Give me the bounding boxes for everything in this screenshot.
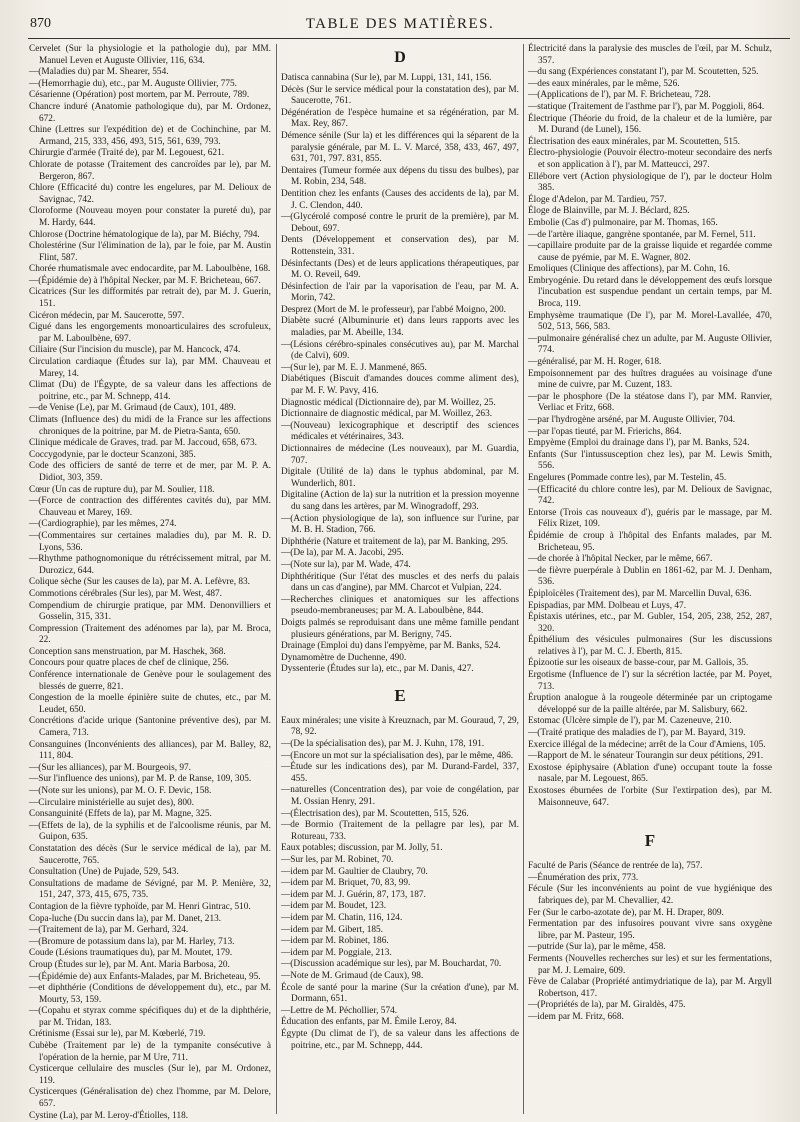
index-entry: Chorée rhumatismale avec endocardite, par M. Laboulbène, 168. (29, 264, 271, 275)
index-entry: Cholestérine (Sur l'élimination de la), par le foie, par M. Austin Flint, 587. (29, 241, 271, 263)
index-entry: Climat (Du) de l'Égypte, de sa valeur dans les affections de poitrine, etc., par M. Schnepp, 414. (29, 380, 271, 402)
index-entry: Chirurgie d'armée (Traité de), par M. Legouest, 621. (29, 148, 225, 159)
index-entry: —Circulaire ministérielle au sujet des), 800. (29, 797, 194, 808)
index-entry: Cicéron médecin, par M. Saucerotte, 597. (29, 310, 185, 321)
index-entry: Code des officiers de santé de terre et de mer, par M. P. A. Didiot, 303, 359. (29, 461, 271, 483)
index-entry: Épiploïcèles (Traitement des), par M. Marcellin Duval, 636. (528, 588, 752, 599)
index-entry: Dentition chez les enfants (Causes des accidents de la), par M. J. C. Clendon, 440. (281, 188, 519, 211)
index-entry: École de santé pour la marine (Sur la création d'une), par M. Dormann, 651. (281, 982, 519, 1005)
index-entry: —(Efficacité du chlore contre les), par M. Delioux de Savignac, 742. (528, 484, 772, 507)
index-entry: Chlore (Efficacité du) contre les engelures, par M. Delioux de Savignac, 742. (29, 183, 271, 205)
index-entry: —capillaire produite par de la graisse liquide et regardée comme cause de pyémie, par M. E. Wagner, 802. (528, 241, 772, 263)
index-entry: —(Encore un mot sur la spécialisation des), par le même, 486. (281, 750, 514, 761)
index-entry: Chancre induré (Anatomie pathologique du), par M. Ordonez, 672. (29, 101, 271, 124)
index-entry: —(Copahu et styrax comme spécifiques du) et de la diphthérie, par M. Tridan, 183. (29, 1006, 271, 1028)
index-entry: —(Nouveau) lexicographique et descriptif des sciences médicales et vétérinaires, 343. (281, 420, 519, 443)
index-entry: Électrique (Théorie du froid, de la chaleur et de la lumière, par M. Durand (de Lunel), 156. (528, 113, 772, 136)
index-entry: Cysticerques (Généralisation de) chez l'homme, par M. Delore, 657. (29, 1087, 271, 1110)
index-entry: Épizootie sur les oiseaux de basse-cour, par M. Gallois, 35. (528, 658, 749, 669)
index-entry: —idem par M. Chatin, 116, 124. (281, 912, 403, 923)
index-entry: Diphthéritique (Sur l'état des muscles et des nerfs du palais dans un cas d'angine), par MM. Charcot et Vulpian, 224. (281, 571, 519, 594)
index-entry: —(Sur les alliances), par M. Bourgeois, 97. (29, 762, 191, 773)
index-entry: —(Note sur les unions), par M. O. F. Devic, 158. (29, 786, 212, 796)
index-entry: Dentaires (Tumeur formée aux dépens du tissu des bulbes), par M. Robin, 234, 548. (281, 165, 519, 188)
index-entry: —(De la), par M. A. Jacobi, 295. (281, 548, 404, 559)
index-entry: Ferments (Nouvelles recherches sur les) et sur les fermentations, par M. J. Lemaire, 609. (528, 953, 772, 976)
index-entry: Compendium de chirurgie pratique, par MM. Denonvilliers et Gosselin, 315, 331. (29, 600, 271, 623)
index-entry: Épithélium des vésicules pulmonaires (Sur les discussions relatives à l'), par M. C. J. Eberth, 815. (528, 635, 772, 657)
index-entry: —(Électrisation des), par M. Scoutetten, 515, 526. (281, 808, 469, 819)
index-entry: Dyssenterie (Études sur la), etc., par M. Danis, 427. (281, 664, 474, 675)
index-entry: Cervelet (Sur la physiologie et la pathologie du), par MM. Manuel Leven et Auguste Ollivier, 116, 634. (29, 44, 271, 66)
index-column-2 (281, 44, 519, 1052)
index-entry: —(Glycérolé composé contre le prurit de la première), par M. Debout, 697. (281, 212, 519, 234)
index-entry: —de chorée à l'hôpital Necker, par le même, 667. (528, 554, 713, 565)
index-entry: Contagion de la fièvre typhoïde, par M. Henri Gintrac, 510. (29, 901, 251, 912)
index-entry: —Rhythme pathognomonique du rétrécissement mitral, par M. Durozicz, 644. (29, 554, 271, 576)
header-rule (28, 38, 790, 39)
index-entry: Électrisation des eaux minérales, par M. Scoutetten, 515. (528, 136, 740, 147)
section-letter: D (394, 49, 406, 66)
index-entry: Embolie (Cas d') pulmonaire, par M. Thomas, 165. (528, 217, 718, 228)
index-entry: Démence sénile (Sur la) et les différences qui la séparent de la paralysie générale, par M. L. V. Marcé, 358, 433, 467, 497, 631, 701, 797. 831, 855. (281, 130, 519, 165)
index-entry: Colique sèche (Sur les causes de la), par M. A. Lefèvre, 83. (29, 577, 250, 588)
index-entry: Fécule (Sur les inconvénients au point de vue hygiénique des fabriques de), par M. Chevallier, 42. (528, 884, 772, 906)
index-entry: —généralisé, par M. H. Roger, 618. (528, 357, 662, 368)
index-entry: Constatation des décès (Sur le service médical de la), par M. Saucerotte, 765. (29, 843, 271, 866)
index-entry: —par le phosphore (De la stéatose dans l'), par MM. Ranvier, Verliac et Fritz, 668. (528, 391, 772, 414)
index-entry: Copa-luche (Du succin dans la), par M. Danet, 213. (29, 913, 222, 924)
index-entry: Epispadias, par MM. Dolbeau et Luys, 47. (528, 600, 687, 611)
index-entry: Égypte (Du climat de l'), de sa valeur dans les affections de poitrine, etc., par M. Schnepp, 444. (281, 1028, 519, 1051)
index-column-3 (528, 44, 772, 1024)
index-entry: —idem par M. Briquet, 70, 83, 99. (281, 878, 411, 889)
index-entry: —(Note sur la), par M. Wade, 474. (281, 559, 411, 570)
index-entry: Diabète sucré (Albuminurie et) dans leurs rapports avec les maladies, par M. Abeille, 134. (281, 316, 519, 339)
index-entry: Digitaline (Action de la) sur la nutrition et la pression moyenne du sang dans les artères, par M. Winogradoff, 293. (281, 490, 519, 512)
index-entry: —Énumération des prix, 773. (528, 872, 639, 883)
index-entry: Eaux potables; discussion, par M. Jolly, 51. (281, 843, 443, 854)
index-entry: Dictionnaire de diagnostic médical, par M. Woillez, 263. (281, 409, 493, 420)
index-entry: Congestion de la moelle épinière suite de chutes, etc., par M. Leudet, 650. (29, 693, 271, 715)
index-entry: —(Traité pratique des maladies de l'), par M. Bayard, 319. (528, 728, 746, 739)
index-entry: —idem par M. Gaultier de Claubry, 70. (281, 866, 428, 877)
index-entry: Cigué dans les engorgements monoarticulaires des scrofuleux, par M. Laboulbène, 697. (29, 322, 271, 344)
index-entry: —idem par M. Robinet, 186. (281, 936, 389, 947)
index-entry: —Étude sur les indications des), par M. Durand-Fardel, 337, 455. (281, 762, 519, 784)
index-entry: —(Action physiologique de la), son influence sur l'urine, par M. B. H. Stadion, 766. (281, 513, 519, 536)
index-entry: —idem par M. Gibert, 185. (281, 924, 383, 935)
index-entry: Coude (Lésions traumatiques du), par M. Moutet, 179. (29, 948, 233, 959)
index-entry: Doigts palmés se reproduisant dans une même famille pendant plusieurs générations, par M. Berigny, 745. (281, 617, 519, 640)
index-entry: —des eaux minérales, par le même, 526. (528, 78, 680, 89)
index-entry: Désinfectants (Des) et de leurs applications thérapeutiques, par M. O. Reveil, 649. (281, 258, 519, 281)
index-entry: Conception sans menstruation, par M. Haschek, 368. (29, 646, 226, 657)
index-entry: Fève de Calabar (Propriété antimydriatique de la), par M. Argyll Robertson, 417. (528, 977, 772, 999)
index-entry: Consultations de madame de Sévigné, par M. P. Menière, 32, 151, 247, 373, 415, 675, 735. (29, 878, 271, 901)
index-entry: —(Bromure de potassium dans la), par M. Harley, 713. (29, 936, 235, 947)
index-entry: Cloroforme (Nouveau moyen pour constater la pureté du), par M. Hardy, 644. (29, 206, 271, 228)
index-entry: Eaux minérales; une visite à Kreuznach, par M. Gouraud, 7, 29, 78, 92. (281, 715, 519, 738)
index-entry: Éloge de Blainville, par M. J. Béclard, 825. (528, 206, 690, 217)
index-entry: Exostoses éburnées de l'orbite (Sur l'extirpation des), par M. Maisonneuve, 647. (528, 786, 772, 808)
index-entry: Exercice illégal de la médecine; arrêt de la Cour d'Amiens, 105. (528, 739, 766, 750)
index-entry: Dégénération de l'espèce humaine et sa régénération, par M. Max. Rey, 867. (281, 107, 519, 130)
index-entry: Désinfection de l'air par la vaporisation de l'eau, par M. A. Morin, 742. (281, 281, 519, 304)
index-entry: —de Bormio (Traitement de la pellagre par les), par M. Rotureau, 733. (281, 820, 519, 842)
section-gap (528, 809, 772, 821)
index-entry: —(Applications de l'), par M. F. Bricheteau, 728. (528, 90, 711, 101)
index-entry: —putride (Sur la), par le même, 458. (528, 942, 666, 953)
index-entry: Climats (Influence des) du midi de la France sur les affections chroniques de la poitrine, par M. de Pietra-Santa, 650. (29, 415, 271, 437)
index-entry: Ellébore vert (Action physiologique de l'), par le docteur Holm 385. (528, 171, 772, 194)
index-entry: Empyème (Emploi du drainage dans l'), par M. Banks, 524. (528, 438, 750, 449)
index-entry: Fer (Sur le carbo-azotate de), par M. H. Draper, 809. (528, 907, 724, 918)
index-entry: Épidémie de croup à l'hôpital des Enfants malades, par M. Bricheteau, 95. (528, 530, 772, 553)
index-entry: Enfants (Sur l'intussusception chez les), par M. Lewis Smith, 556. (528, 449, 772, 472)
index-entry: Circulation cardiaque (Études sur la), par MM. Chauveau et Marey, 14. (29, 357, 271, 379)
index-entry: Cicatrices (Sur les difformités par retrait de), par M. J. Guerin, 151. (29, 287, 271, 310)
index-entry: Empoisonnement par des huîtres draguées au voisinage d'une mine de cuivre, par M. Cuzent, 183. (528, 368, 772, 391)
index-entry: —Rapport de M. le sénateur Tourangin sur deux pétitions, 291. (528, 751, 764, 762)
index-entry: Digitale (Utilité de la) dans le typhus abdominal, par M. Wunderlich, 801. (281, 467, 519, 489)
index-entry: Exostose épiphysaire (Ablation d'une) occupant toute la fosse nasale, par M. Legouest, 865. (528, 762, 772, 785)
index-entry: Ciliaire (Sur l'incision du muscle), par M. Hancock, 474. (29, 345, 241, 356)
index-entry: Dents (Développement et conservation des), par M. Rottenstein, 331. (281, 235, 519, 257)
index-entry: —de l'artère iliaque, gangrène spontanée, par M. Fernel, 511. (528, 229, 756, 240)
index-entry: —Recherches cliniques et anatomiques sur les affections pseudo-membraneuses; par M. A. Laboulbène, 844. (281, 594, 519, 617)
index-entry: —(Discussion académique sur les), par M. Bouchardat, 70. (281, 959, 502, 970)
index-entry: —(De la spécialisation des), par M. J. Kuhn, 178, 191. (281, 739, 485, 750)
index-entry: Consanguines (Inconvénients des alliances), par M. Balley, 82, 111, 804. (29, 739, 271, 762)
index-entry: —de fièvre puerpérale à Dublin en 1861-62, par M. J. Denham, 536. (528, 565, 772, 588)
index-entry: Diphthérie (Nature et traitement de la), par M. Banking, 295. (281, 536, 508, 547)
index-entry: —idem par M. J. Guérin, 87, 173, 187. (281, 889, 426, 900)
index-entry: —(Force de contraction des différentes cavités du), par MM. Chauveau et Marey, 169. (29, 496, 271, 518)
index-entry: Concours pour quatre places de chef de clinique, 256. (29, 658, 229, 669)
index-entry: —naturelles (Concentration des), par voie de congélation, par M. Ossian Henry, 291. (281, 785, 519, 808)
index-entry: Décès (Sur le service médical pour la constatation des), par M. Saucerotte, 761. (281, 84, 519, 107)
index-entry: —(Épidémie de) aux Enfants-Malades, par M. Bricheteau, 95. (29, 971, 261, 982)
index-entry: —statique (Traitement de l'asthme par l'), par M. Poggioli, 864. (528, 101, 765, 112)
index-entry: —(Hemorrhagie du), etc., par M. Auguste Ollivier, 775. (29, 78, 237, 89)
index-entry: Éducation des enfants, par M. Émile Leroy, 84. (281, 1017, 457, 1028)
index-entry: Crétinisme (Essai sur le), par M. Kœberlé, 719. (29, 1029, 206, 1040)
index-entry: Cysticerque cellulaire des muscles (Sur le), par M. Ordonez, 119. (29, 1064, 271, 1086)
index-entry: Estomac (Ulcère simple de l'), par M. Cazeneuve, 210. (528, 716, 732, 727)
index-entry: Consultation (Une) de Pujade, 529, 543. (29, 867, 179, 878)
index-entry: Électricité dans la paralysie des muscles de l'œil, par M. Schulz, 357. (528, 44, 772, 66)
index-entry: Emphysème traumatique (De l'), par M. Morel-Lavallée, 470, 502, 513, 566, 583. (528, 310, 772, 333)
index-entry: Éruption analogue à la rougeole déterminée par un criptogame développé sur de la paille altérée, par M. Salisbury, 662. (528, 693, 772, 715)
index-entry: Croup (Études sur le), par M. Ant. Maria Barbosa, 20. (29, 959, 230, 970)
index-entry: Faculté de Paris (Séance de rentrée de la), 757. (528, 861, 703, 872)
index-entry: Drainage (Emploi du) dans l'empyème, par M. Banks, 524. (281, 641, 501, 652)
index-entry: —idem par M. Poggiale, 213. (281, 947, 392, 958)
index-entry: Embryogénie. Du retard dans le développement des œufs lorsque l'incubation est suspendue pendant un certain temps, par M. Broca, 119. (528, 275, 772, 310)
page-number: 870 (30, 16, 51, 31)
index-entry: Commotions cérébrales (Sur les), par M. West, 487. (29, 588, 222, 599)
section-letter: E (394, 685, 406, 705)
index-entry: Fermentation par des infusoires pouvant vivre sans oxygène libre, par M. Pasteur, 195. (528, 919, 772, 941)
index-entry: Cœur (Un cas de rupture du), par M. Soulier, 118. (29, 484, 215, 495)
index-entry: —idem par M. Fritz, 668. (528, 1011, 624, 1022)
index-entry: Coccygodynie, par le docteur Scanzoni, 385. (29, 449, 196, 460)
index-entry: —Sur les, par M. Robinet, 70. (281, 855, 394, 865)
index-entry: Engelures (Pommade contre les), par M. Testelin, 45. (528, 472, 727, 483)
index-entry: —pulmonaire généralisé chez un adulte, par M. Auguste Ollivier, 774. (528, 333, 772, 356)
index-entry: —(Commentaires sur certaines maladies du), par M. R. D. Lyons, 536. (29, 530, 271, 553)
index-column-1 (29, 44, 271, 1122)
column-divider (276, 44, 277, 1114)
index-entry: Emoliques (Clinique des affections), par M. Cohn, 16. (528, 264, 731, 275)
index-entry: —(Traitement de la), par M. Gerhard, 324. (29, 925, 189, 936)
index-entry: —Note de M. Grimaud (de Caux), 98. (281, 970, 424, 981)
index-entry: Conférence internationale de Genève pour le soulagement des blessés de guerre, 821. (29, 670, 271, 692)
index-entry: —(Lésions cérébro-spinales consécutives au), par M. Marchal (de Calvi), 609. (281, 339, 519, 362)
index-entry: Datisca cannabina (Sur le), par M. Luppi, 131, 141, 156. (281, 73, 492, 83)
index-entry: Électro-physiologie (Pouvoir électro-moteur secondaire des nerfs et son application à l'), par M. Matteucci, 297. (528, 148, 772, 170)
index-entry: Diagnostic médical (Dictionnaire de), par M. Woillez, 25. (281, 397, 496, 408)
index-entry: Ergotisme (Influence de l') sur la sécrétion lactée, par M. Poyet, 713. (528, 670, 772, 692)
index-entry: —idem par M. Boudet, 123. (281, 901, 387, 912)
index-entry: Chlorose (Doctrine hématologique de la), par M. Biéchy, 794. (29, 229, 260, 240)
index-entry: Césarienne (Opération) post mortem, par M. Perroute, 789. (29, 90, 250, 101)
index-entry: —(Propriétés de la), par M. Giraldès, 475. (528, 1000, 686, 1011)
index-entry: —(Effets de la), de la syphilis et de l'alcoolisme réunis, par M. Guipon, 635. (29, 820, 271, 843)
index-entry: Clinique médicale de Graves, trad. par M. Jaccoud, 658, 673. (29, 438, 257, 449)
index-entry: Chine (Lettres sur l'expédition de) et de Cochinchine, par M. Armand, 215, 333, 456, 493, 515, 561, 639, 793. (29, 125, 271, 147)
index-entry: Entorse (Trois cas nouveaux d'), guéris par le massage, par M. Félix Rizet, 109. (528, 507, 772, 530)
index-entry: —(Sur le), par M. E. J. Manmené, 865. (281, 362, 427, 373)
index-entry: Diabétiques (Biscuit d'amandes douces comme aliment des), par M. F. W. Pavy, 416. (281, 374, 519, 397)
index-entry: —par l'hydrogène arséné, par M. Auguste Ollivier, 704. (528, 415, 736, 425)
index-entry: Desprez (Mort de M. le professeur), par l'abbé Moigno, 200. (281, 304, 506, 315)
column-divider (523, 44, 524, 1114)
section-letter: F (644, 831, 656, 851)
index-entry: Compression (Traitement des adénomes par la), par M. Broca, 22. (29, 623, 271, 646)
index-entry: —Lettre de M. Péchollier, 574. (281, 1005, 398, 1016)
index-entry: —du sang (Expériences constatant l'), par M. Scoutetten, 525. (528, 67, 759, 78)
index-entry: Concrétions d'acide urique (Santonine préventive des), par M. Camera, 713. (29, 716, 271, 739)
index-entry: —et diphthérie (Conditions de développement du), etc., par M. Mourty, 53, 159. (29, 983, 271, 1005)
index-entry: —(Cardiographie), par les mêmes, 274. (29, 519, 177, 530)
index-entry: —par l'opas tieuté, par M. Frierichs, 864. (528, 426, 682, 437)
index-entry: Cubèbe (Traitement par le) de la tympanite consécutive à l'opération de la hernie, par M Ure, 711. (29, 1041, 271, 1063)
index-entry: Épistaxis utérines, etc., par M. Gubler, 154, 205, 238, 252, 287, 320. (528, 612, 772, 634)
index-entry: —Sur l'influence des unions), par M. P. de Ranse, 109, 305. (29, 774, 252, 785)
index-entry: Dictionnaires de médecine (Les nouveaux), par M. Guardia, 707. (281, 444, 519, 466)
index-entry: Cystine (La), par M. Leroy-d'Étiolles, 118. (29, 1110, 189, 1121)
running-head: TABLE DES MATIÈRES. (305, 16, 495, 32)
index-entry: Éloge d'Adelon, par M. Tardieu, 757. (528, 194, 667, 205)
index-entry: —(Épidémie de) à l'hôpital Necker, par M. F. Bricheteau, 667. (29, 275, 261, 286)
index-entry: —de Venise (Le), par M. Grimaud (de Caux), 101, 489. (29, 403, 236, 414)
index-entry: Consanguinité (Effets de la), par M. Magne, 325. (29, 809, 212, 820)
index-entry: Chlorate de potasse (Traitement des cancroïdes par le), par M. Bergeron, 867. (29, 159, 271, 182)
index-entry: Dynamomètre de Duchenne, 490. (281, 652, 407, 663)
index-entry: —(Maladies du) par M. Shearer, 554. (29, 67, 169, 78)
